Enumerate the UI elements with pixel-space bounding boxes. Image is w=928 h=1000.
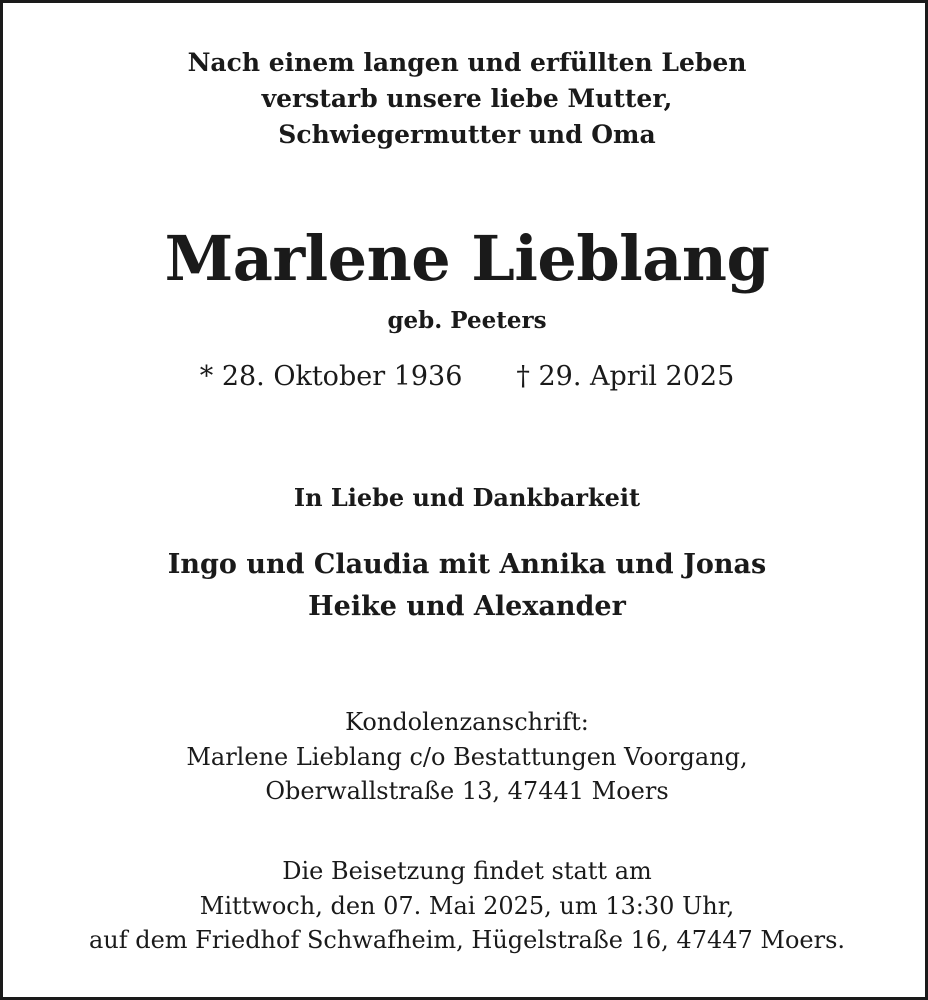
funeral-line-1: Die Beisetzung findet statt am xyxy=(282,857,652,885)
intro-line-3: Schwiegermutter und Oma xyxy=(278,120,656,149)
birth-date: * 28. Oktober 1936 xyxy=(199,361,463,392)
maiden-name: geb. Peeters xyxy=(387,307,547,334)
family-line-1: Ingo und Claudia mit Annika und Jonas xyxy=(167,549,767,580)
condolence-heading: Kondolenzanschrift: xyxy=(345,708,589,736)
intro-line-2: verstarb unsere liebe Mutter, xyxy=(261,84,673,113)
life-dates xyxy=(3,360,928,394)
deceased-name: Marlene Lieblang xyxy=(164,222,770,295)
intro-line-1: Nach einem langen und erfüllten Leben xyxy=(187,48,747,77)
condolence-line-1: Marlene Lieblang c/o Bestattungen Voorgang, xyxy=(186,743,748,771)
family-line-2: Heike und Alexander xyxy=(308,591,626,622)
funeral-line-2: Mittwoch, den 07. Mai 2025, um 13:30 Uhr, xyxy=(199,892,735,920)
funeral-line-3: auf dem Friedhof Schwafheim, Hügelstraße 16, 47447 Moers. xyxy=(88,926,846,954)
condolence-line-2: Oberwallstraße 13, 47441 Moers xyxy=(265,777,669,805)
dankbarkeit-line: In Liebe und Dankbarkeit xyxy=(293,483,641,512)
death-date: † 29. April 2025 xyxy=(516,361,735,392)
